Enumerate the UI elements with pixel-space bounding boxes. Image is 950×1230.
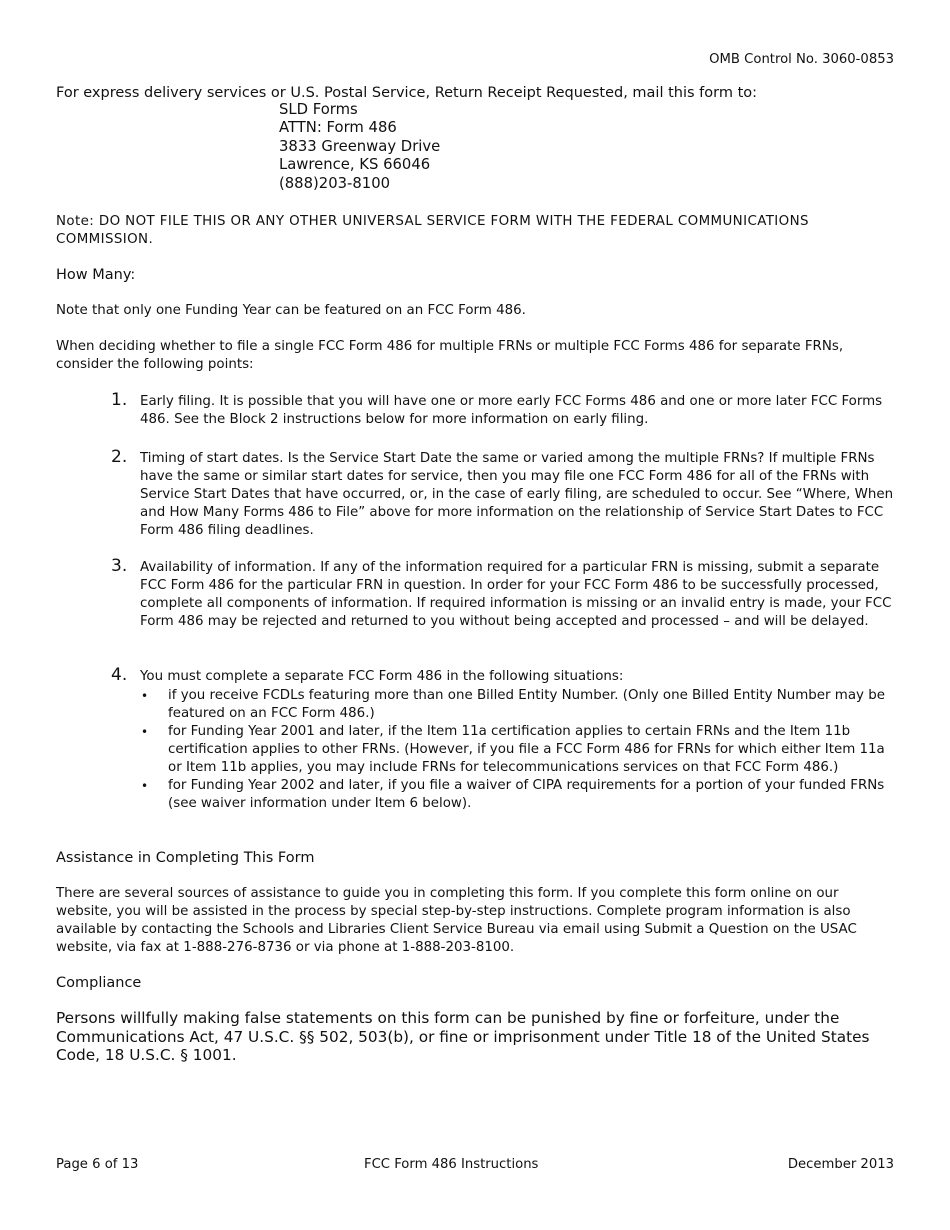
bullet-text: for Funding Year 2002 and later, if you file a waiver of CIPA requirements for a portion of your funded FRNs (see waiver information under Item 6 below). (168, 778, 885, 811)
bullet-text: if you receive FCDLs featuring more than one Billed Entity Number. (Only one Billed Entity Number may be featured on an FCC Form 486.) (168, 688, 885, 721)
how-many-heading: How Many: (56, 267, 136, 283)
compliance-text: Persons willfully making false statements on this form can be punished by fine or forfeiture, under the Communications Act, 47 U.S.C. §§ 502, 503(b), or fine or imprisonment under Title 18 of the United States Code, 18 U.S.C. § 1001. (56, 1009, 870, 1064)
how-many-para-2: When deciding whether to file a single FCC Form 486 for multiple FRNs or multiple FCC Forms 486 for separate FRNs, consider the following points: (56, 339, 844, 372)
compliance-heading: Compliance (56, 975, 142, 991)
list-number: 2. (111, 447, 128, 467)
address-line: SLD Forms (279, 101, 358, 118)
list-text: Timing of start dates. Is the Service Start Date the same or varied among the multiple FRNs? If multiple FRNs have the same or similar start dates for service, then you may file one FCC Form 486 for all of the FRNs with Service Start Dates that have occurred, or, in the case of early filing, are scheduled to occur. See “Where, When and How Many Forms 486 to File” above for more information on the relationship of Service Start Dates to FCC Form 486 filing deadlines. (140, 451, 894, 538)
list-text: You must complete a separate FCC Form 486 in the following situations: (140, 669, 624, 684)
omb-control-number: OMB Control No. 3060-0853 (709, 52, 894, 67)
address-line: Lawrence, KS 66046 (279, 156, 431, 174)
bullet-icon: • (141, 689, 149, 703)
list-number: 1. (111, 390, 128, 410)
footer-page-number: Page 6 of 13 (56, 1157, 139, 1172)
list-number: 4. (111, 665, 128, 685)
bullet-text: for Funding Year 2001 and later, if the Item 11a certification applies to certain FRNs and the Item 11b certification applies to other FRNs. (However, if you file a FCC Form 486 for FRNs for which either Item 11a or Item 11b applies, you may include FRNs for telecommunications services on that FCC Form 486.) (168, 724, 885, 775)
assistance-heading: Assistance in Completing This Form (56, 850, 315, 866)
assistance-text: There are several sources of assistance to guide you in completing this form. If you complete this form online on our website, you will be assisted in the process by special step-by-step instructions. Complete program information is also available by contacting the Schools and Libraries Client Service Bureau via email using Submit a Question on the USAC website, via fax at 1-888-276-8736 or via phone at 1-888-203-8100. (56, 886, 857, 955)
mailing-intro: For express delivery services or U.S. Postal Service, Return Receipt Requested, mail this form to: (56, 85, 758, 101)
address-line: ATTN: Form 486 (279, 119, 397, 137)
address-line: 3833 Greenway Drive (279, 137, 441, 155)
list-text: Availability of information. If any of the information required for a particular FRN is missing, submit a separate FCC Form 486 for the particular FRN in question. In order for your FCC Form 486 to be successfully processed, complete all components of information. If required information is missing or an invalid entry is made, your FCC Form 486 may be rejected and returned to you without being accepted and processed – and will be delayed. (140, 560, 892, 629)
list-text: Early filing. It is possible that you will have one or more early FCC Forms 486 and one or more later FCC Forms 486. See the Block 2 instructions below for more information on early filing. (140, 394, 883, 427)
list-number: 3. (111, 556, 128, 576)
bullet-icon: • (141, 725, 149, 739)
footer-title: FCC Form 486 Instructions (364, 1157, 539, 1172)
footer-date: December 2013 (787, 1157, 894, 1172)
how-many-para-1: Note that only one Funding Year can be featured on an FCC Form 486. (56, 303, 526, 318)
note-warning: Note: DO NOT FILE THIS OR ANY OTHER UNIVERSAL SERVICE FORM WITH THE FEDERAL COMMUNICATIONS COMMISSION. (56, 214, 809, 247)
address-line: (888)203-8100 (279, 174, 391, 192)
mailing-address (279, 101, 440, 193)
bullet-icon: • (141, 779, 149, 793)
